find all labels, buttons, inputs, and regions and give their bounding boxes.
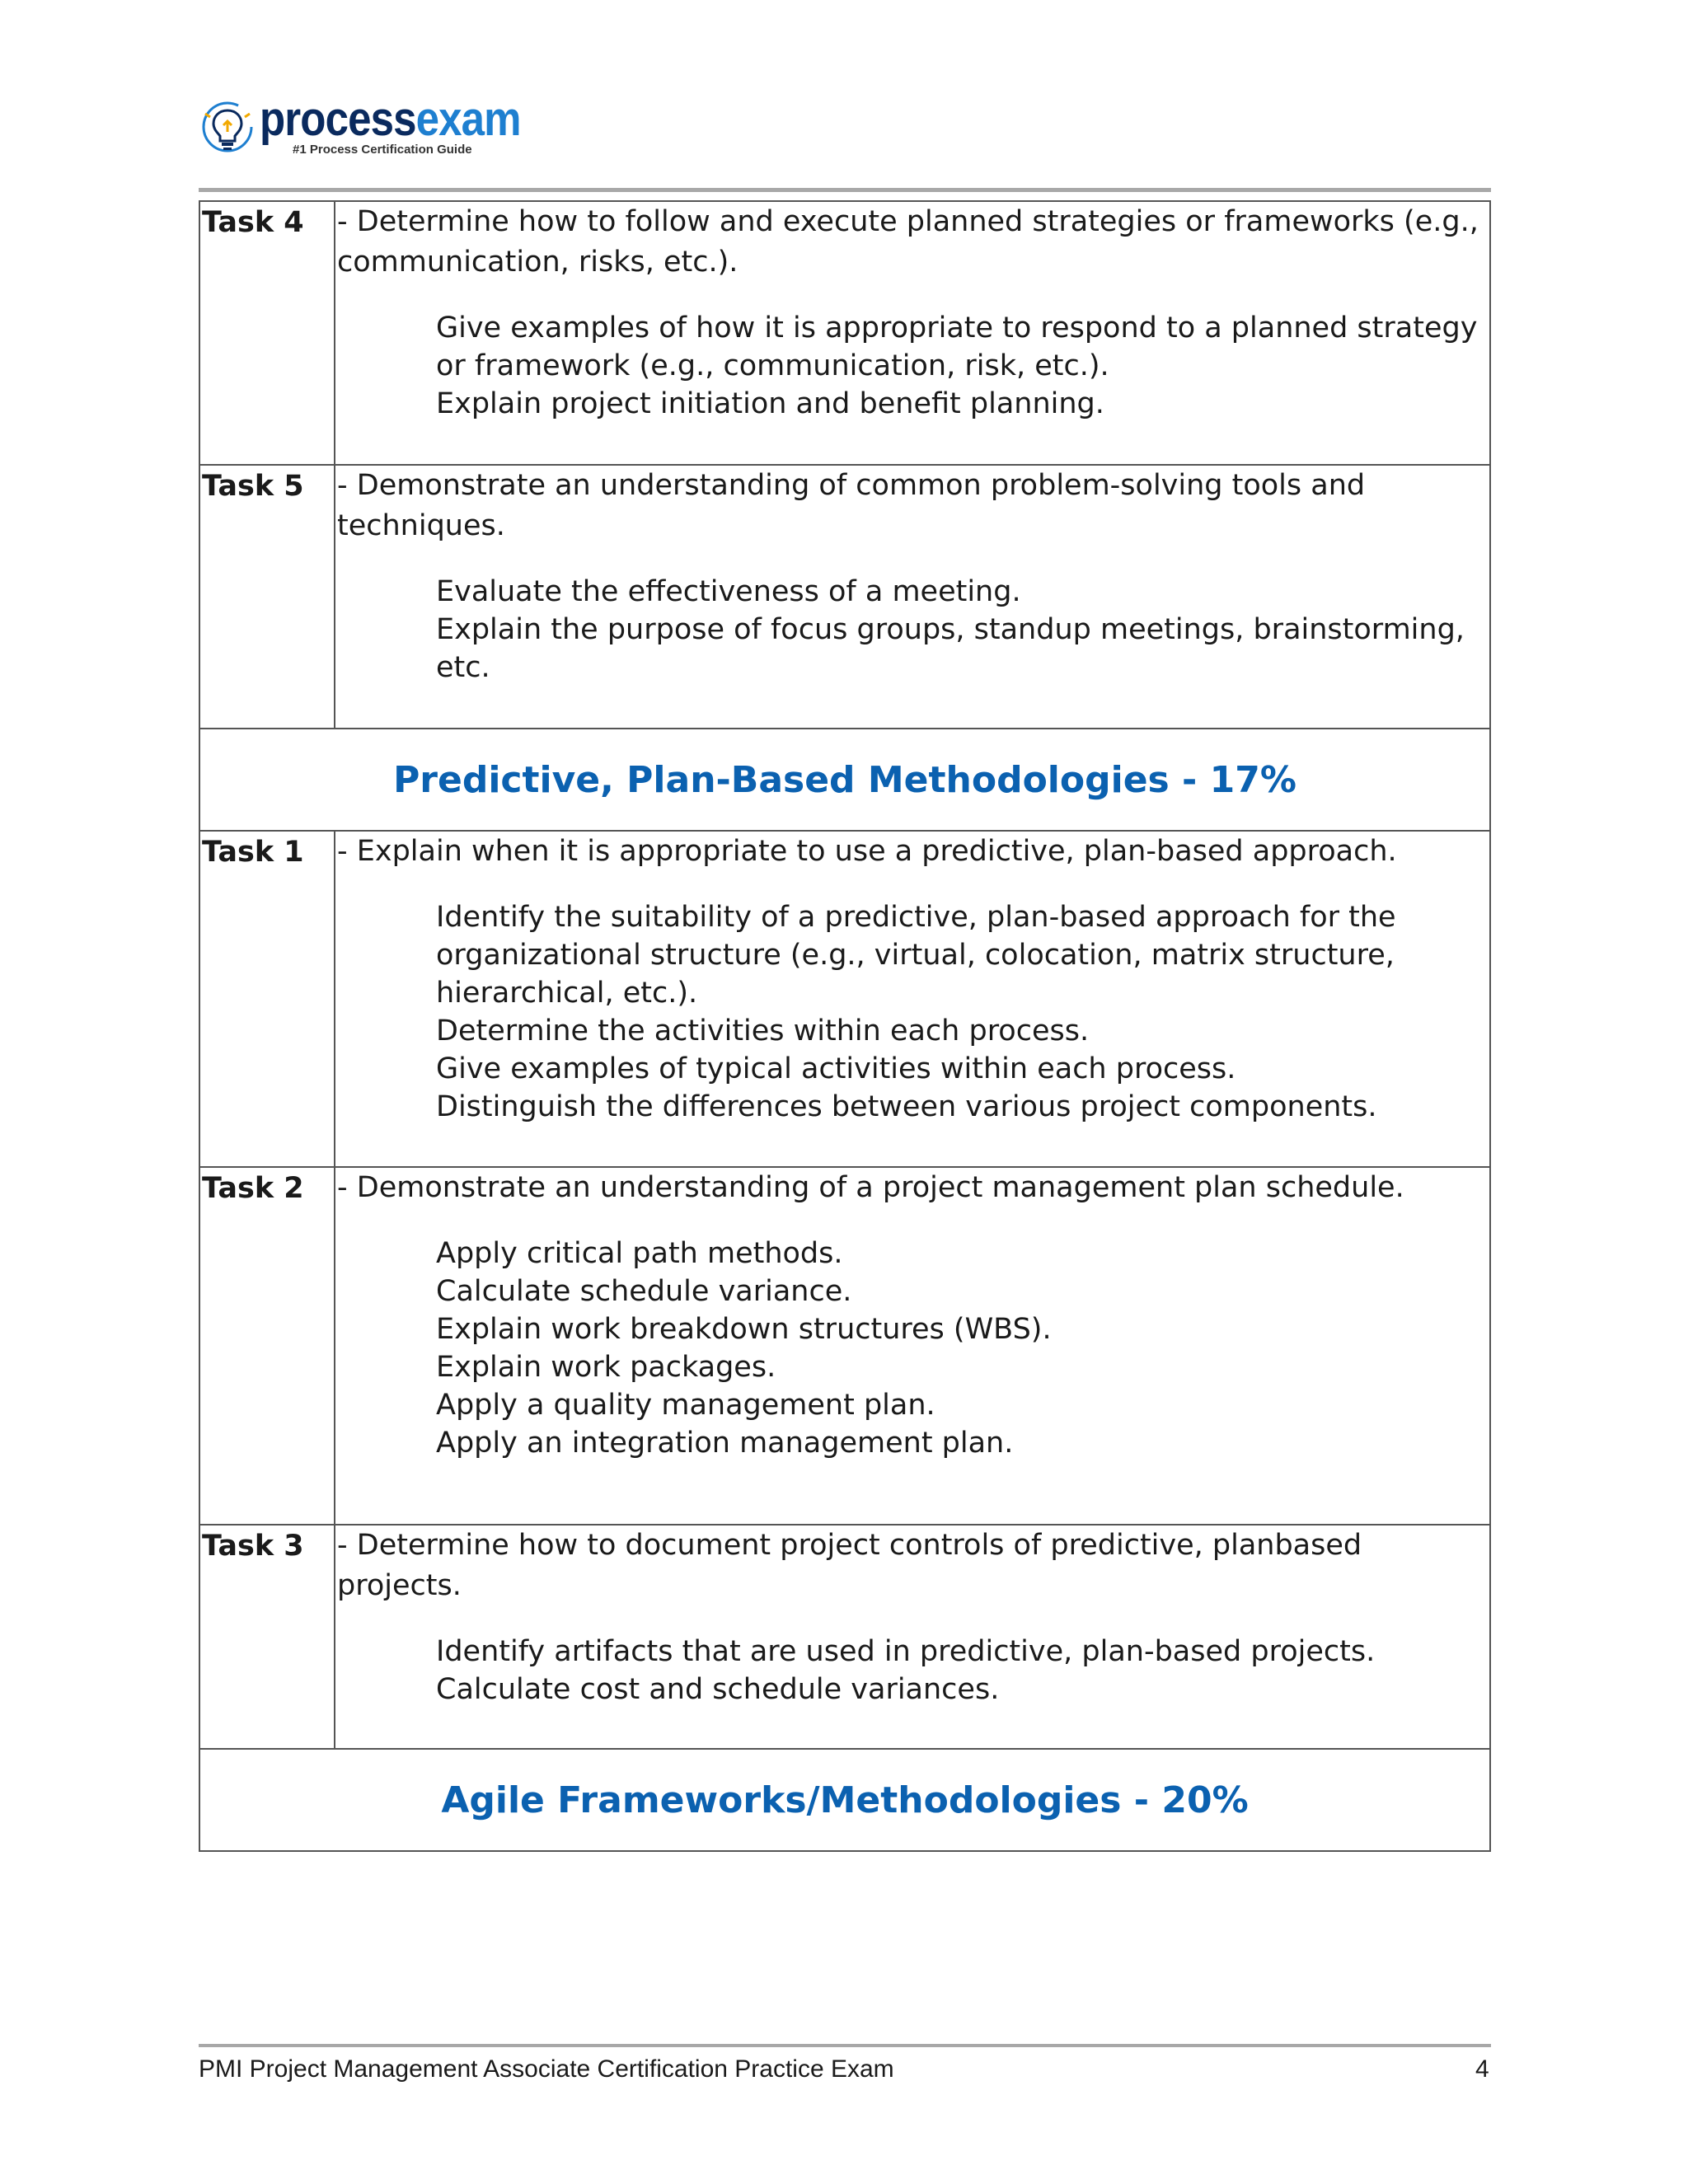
task-label: Task 4 xyxy=(199,201,335,465)
section-heading: Agile Frameworks/Methodologies - 20% xyxy=(199,1749,1490,1851)
exam-objectives-table xyxy=(199,200,1491,1852)
subpoint: Identify the suitability of a predictive, plan-based approach for the xyxy=(436,901,1396,934)
task-description xyxy=(335,831,1490,1167)
table-row xyxy=(199,201,1490,465)
task-description xyxy=(335,1525,1490,1749)
subpoint: Apply an integration management plan. xyxy=(436,1427,1014,1460)
table-row xyxy=(199,1167,1490,1525)
footer-divider xyxy=(199,2044,1491,2047)
subpoint: Determine the activities within each process. xyxy=(436,1015,1090,1047)
subpoint: Give examples of typical activities within each process. xyxy=(436,1052,1236,1085)
task-main-text: - Demonstrate an understanding of a project management plan schedule. xyxy=(337,1171,1404,1204)
subpoint: Calculate schedule variance. xyxy=(436,1275,852,1308)
task-main-text: - Explain when it is appropriate to use a predictive, plan-based approach. xyxy=(337,835,1397,868)
task-main-text: - Demonstrate an understanding of common problem-solving tools and techniques. xyxy=(337,469,1366,542)
subpoint: etc. xyxy=(436,651,490,684)
subpoint: hierarchical, etc.). xyxy=(436,977,698,1010)
subpoint: Explain project initiation and benefit planning. xyxy=(436,387,1104,420)
page-number: 4 xyxy=(1475,2055,1489,2083)
section-row xyxy=(199,729,1490,831)
task-description xyxy=(335,465,1490,729)
task-main-text: - Determine how to follow and execute planned strategies or frameworks (e.g., communication, risks, etc.). xyxy=(337,205,1479,279)
header-divider xyxy=(199,188,1491,192)
subpoint: Identify artifacts that are used in predictive, plan-based projects. xyxy=(436,1635,1376,1668)
task-label: Task 3 xyxy=(199,1525,335,1749)
task-subpoints xyxy=(436,1235,1489,1462)
footer-title: PMI Project Management Associate Certification Practice Exam xyxy=(199,2055,894,2083)
subpoint: Apply a quality management plan. xyxy=(436,1389,935,1422)
task-label: Task 1 xyxy=(199,831,335,1167)
section-row xyxy=(199,1749,1490,1851)
task-description xyxy=(335,201,1490,465)
subpoint: or framework (e.g., communication, risk, etc.). xyxy=(436,349,1109,382)
task-description xyxy=(335,1167,1490,1525)
section-heading: Predictive, Plan-Based Methodologies - 17% xyxy=(199,729,1490,831)
subpoint: Explain work packages. xyxy=(436,1351,776,1384)
subpoint: Give examples of how it is appropriate to respond to a planned strategy xyxy=(436,312,1478,344)
task-label: Task 2 xyxy=(199,1167,335,1525)
task-subpoints xyxy=(436,309,1489,423)
task-subpoints xyxy=(436,573,1489,687)
lightbulb-icon xyxy=(200,97,255,155)
subpoint: Explain the purpose of focus groups, standup meetings, brainstorming, xyxy=(436,613,1465,646)
subpoint: Distinguish the differences between various project components. xyxy=(436,1090,1377,1123)
table-row xyxy=(199,1525,1490,1749)
task-subpoints xyxy=(436,898,1489,1126)
table-row xyxy=(199,831,1490,1167)
task-subpoints xyxy=(436,1633,1489,1708)
subpoint: Evaluate the effectiveness of a meeting. xyxy=(436,575,1021,608)
subpoint: Explain work breakdown structures (WBS). xyxy=(436,1313,1052,1346)
logo-tagline: #1 Process Certification Guide xyxy=(293,143,472,157)
subpoint: Apply critical path methods. xyxy=(436,1237,843,1270)
task-main-text: - Determine how to document project controls of predictive, planbased projects. xyxy=(337,1529,1362,1602)
subpoint: Calculate cost and schedule variances. xyxy=(436,1673,1000,1706)
logo-wordmark: processexam xyxy=(260,92,521,146)
task-label: Task 5 xyxy=(199,465,335,729)
table-row xyxy=(199,465,1490,729)
subpoint: organizational structure (e.g., virtual, colocation, matrix structure, xyxy=(436,939,1395,972)
